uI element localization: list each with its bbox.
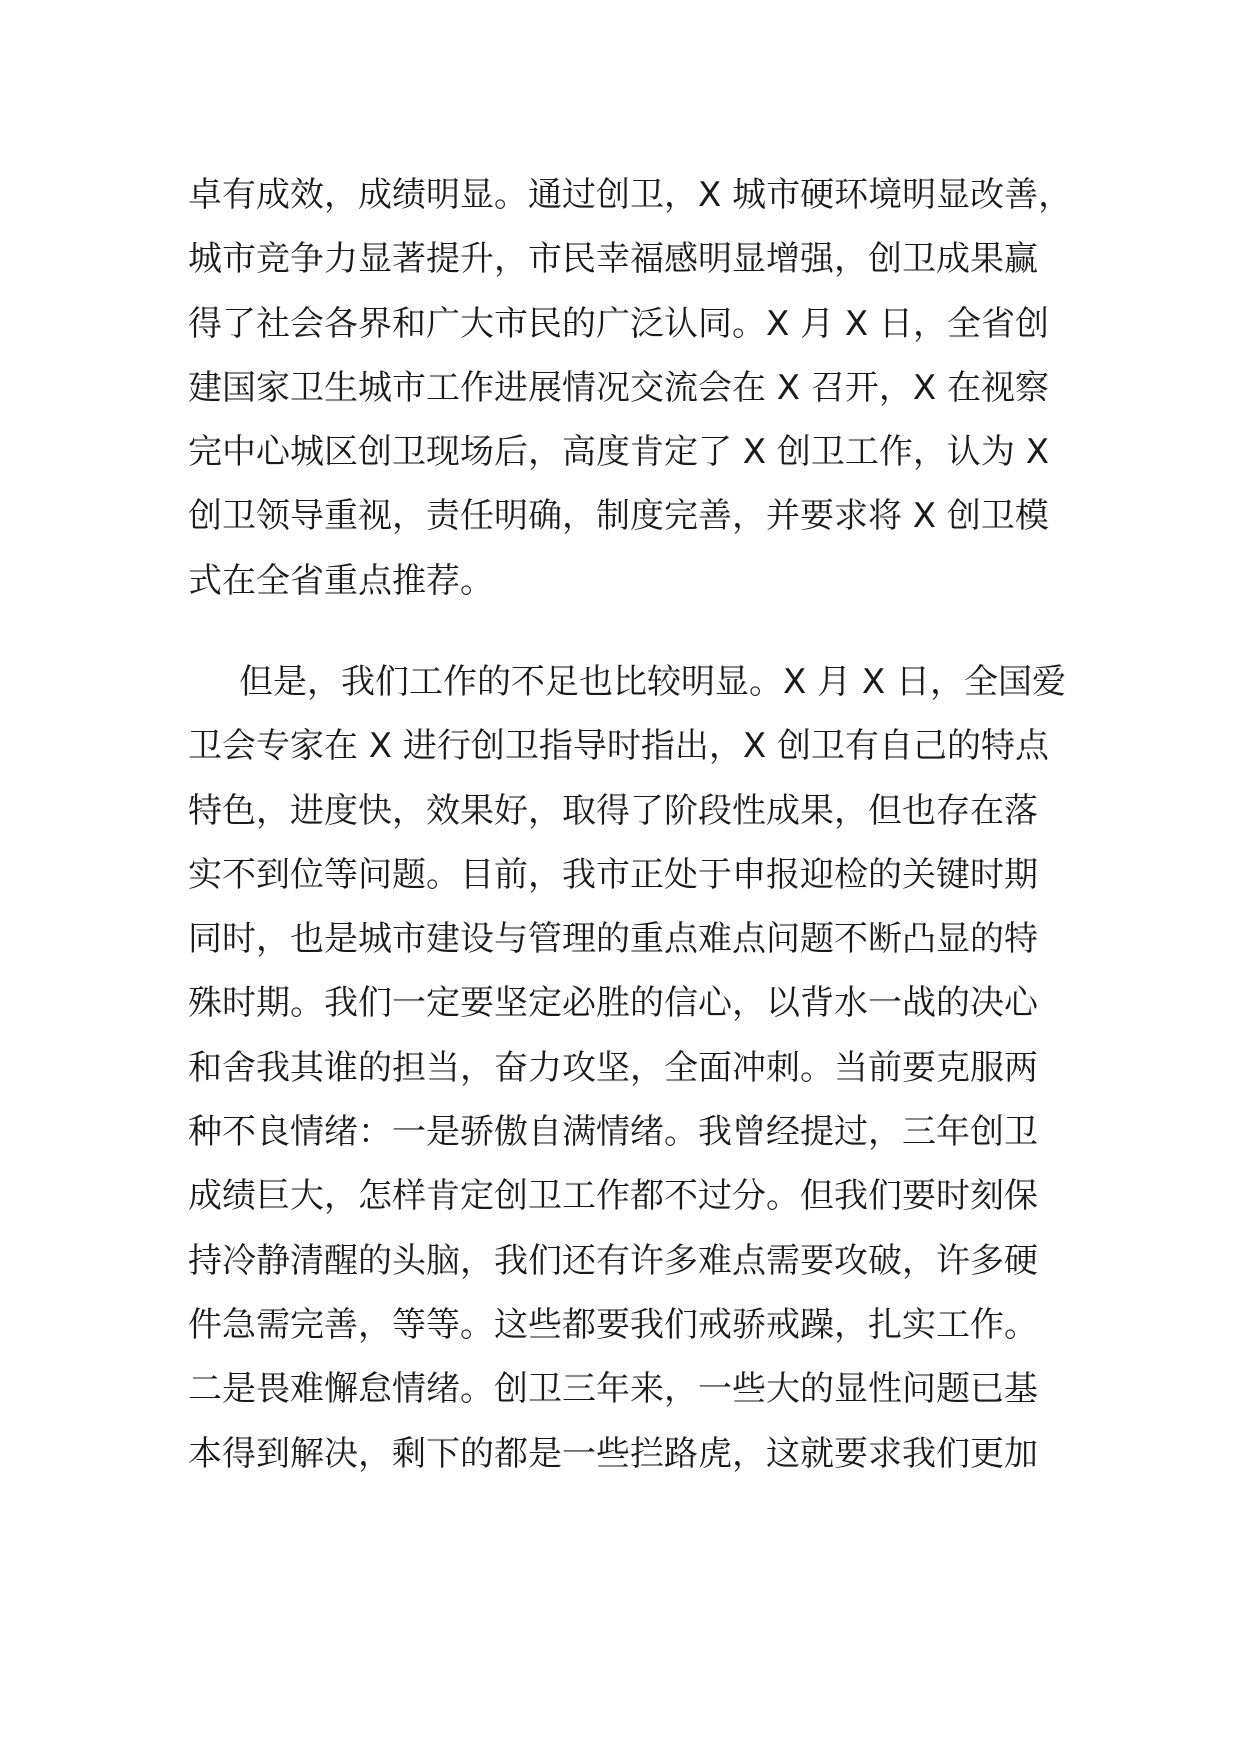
text-line: 建国家卫生城市工作进展情况交流会在 X 召开，X 在视察 <box>188 367 1050 408</box>
text-line: 二是畏难懈怠情绪。创卫三年来，一些大的显性问题已基 <box>188 1369 1038 1410</box>
text-line: 式在全省重点推荐。 <box>188 560 494 601</box>
text-line: 创卫领导重视，责任明确，制度完善，并要求将 X 创卫模 <box>188 496 1049 537</box>
text-line: 和舍我其谁的担当，奋力攻坚，全面冲刺。当前要克服两 <box>188 1047 1038 1088</box>
text-line: 完中心城区创卫现场后，高度肯定了 X 创卫工作，认为 X <box>188 432 1050 473</box>
text-line <box>188 1486 1056 1550</box>
text-line: 实不到位等问题。目前，我市正处于申报迎检的关键时期 <box>188 854 1038 895</box>
text-line: 卫会专家在 X 进行创卫指导时指出，X 创卫有自己的特点 <box>188 726 1050 767</box>
text-line: 但是，我们工作的不足也比较明显。X 月 X 日，全国爱 <box>239 662 1067 702</box>
text-line: 特色，进度快，效果好，取得了阶段性成果，但也存在落 <box>188 790 1038 831</box>
text-line: 得了社会各界和广大市民的广泛认同。X 月 X 日，全省创 <box>188 303 1050 344</box>
text-line: 卓有成效，成绩明显。通过创卫，X 城市硬环境明显改善， <box>188 175 1073 215</box>
paragraph <box>188 650 1067 1550</box>
text-line: 本得到解决，剩下的都是一些拦路虎，这就要求我们更加 <box>188 1433 1038 1474</box>
text-line: 成绩巨大，怎样肯定创卫工作都不过分。但我们要时刻保 <box>188 1176 1038 1217</box>
text-line: 殊时期。我们一定要坚定必胜的信心，以背水一战的决心 <box>188 983 1038 1024</box>
paragraph <box>188 163 1073 613</box>
text-line: 种不良情绪：一是骄傲自满情绪。我曾经提过，三年创卫 <box>188 1112 1038 1153</box>
text-line: 城市竞争力显著提升，市民幸福感明显增强，创卫成果赢 <box>188 239 1038 280</box>
text-line: 同时，也是城市建设与管理的重点难点问题不断凸显的特 <box>188 919 1038 960</box>
text-line: 持冷静清醒的头脑，我们还有许多难点需要攻破，许多硬 <box>188 1240 1038 1281</box>
text-line: 件急需完善，等等。这些都要我们戒骄戒躁，扎实工作。 <box>188 1304 1038 1345</box>
